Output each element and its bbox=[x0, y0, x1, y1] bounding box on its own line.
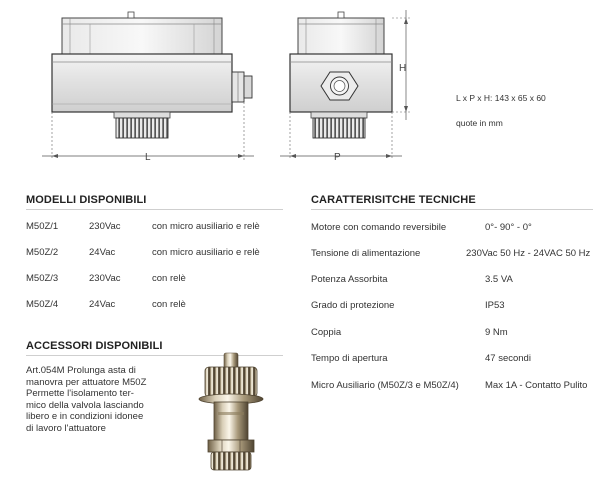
model-description: con relè bbox=[152, 273, 186, 284]
model-voltage: 230Vac bbox=[89, 273, 121, 284]
spec-value: 3.5 VA bbox=[485, 274, 513, 285]
accessories-heading: ACCESSORI DISPONIBILI bbox=[26, 340, 163, 352]
spec-label: Coppia bbox=[311, 327, 342, 338]
dim-label-length: L bbox=[145, 152, 151, 163]
specs-heading: CARATTERISITCHE TECNICHE bbox=[311, 194, 476, 206]
spec-label: Potenza Assorbita bbox=[311, 274, 388, 285]
spec-value: 0°- 90° - 0° bbox=[485, 222, 532, 233]
dim-label-height: H bbox=[399, 63, 407, 74]
spec-value: 9 Nm bbox=[485, 327, 508, 338]
spec-value: 230Vac 50 Hz - 24VAC 50 Hz bbox=[466, 248, 591, 259]
side-view bbox=[280, 10, 412, 160]
models-divider bbox=[26, 209, 283, 210]
spec-label: Micro Ausiliario (M50Z/3 e M50Z/4) bbox=[311, 380, 459, 391]
model-description: con relè bbox=[152, 299, 186, 310]
spec-value: IP53 bbox=[485, 300, 505, 311]
specs-divider bbox=[311, 209, 593, 210]
spec-value: 47 secondi bbox=[485, 353, 531, 364]
model-voltage: 24Vac bbox=[89, 299, 116, 310]
dim-label-depth: P bbox=[334, 152, 341, 163]
spec-label: Tempo di apertura bbox=[311, 353, 388, 364]
spec-label: Motore con comando reversibile bbox=[311, 222, 447, 233]
front-view bbox=[42, 12, 254, 160]
model-description: con micro ausiliario e relè bbox=[152, 247, 260, 258]
technical-drawing bbox=[0, 0, 607, 180]
spec-value: Max 1A - Contatto Pulito bbox=[485, 380, 588, 391]
accessory-description: Art.054M Prolunga asta di manovra per attuatore M50Z Permette l'isolamento ter- mico della valvola lasciando libero e in condizioni idonee di lavoro l'attuatore bbox=[26, 365, 147, 434]
model-voltage: 230Vac bbox=[89, 221, 121, 232]
model-code: M50Z/3 bbox=[26, 273, 59, 284]
model-description: con micro ausiliario e relè bbox=[152, 221, 260, 232]
spec-label: Grado di protezione bbox=[311, 300, 395, 311]
overall-dimensions: L x P x H: 143 x 65 x 60 bbox=[456, 93, 546, 103]
spec-label: Tensione di alimentazione bbox=[311, 248, 421, 259]
accessories-divider bbox=[26, 355, 283, 356]
model-voltage: 24Vac bbox=[89, 247, 116, 258]
model-code: M50Z/1 bbox=[26, 221, 59, 232]
units-note: quote in mm bbox=[456, 118, 503, 128]
model-code: M50Z/4 bbox=[26, 299, 59, 310]
models-heading: MODELLI DISPONIBILI bbox=[26, 194, 147, 206]
model-code: M50Z/2 bbox=[26, 247, 59, 258]
